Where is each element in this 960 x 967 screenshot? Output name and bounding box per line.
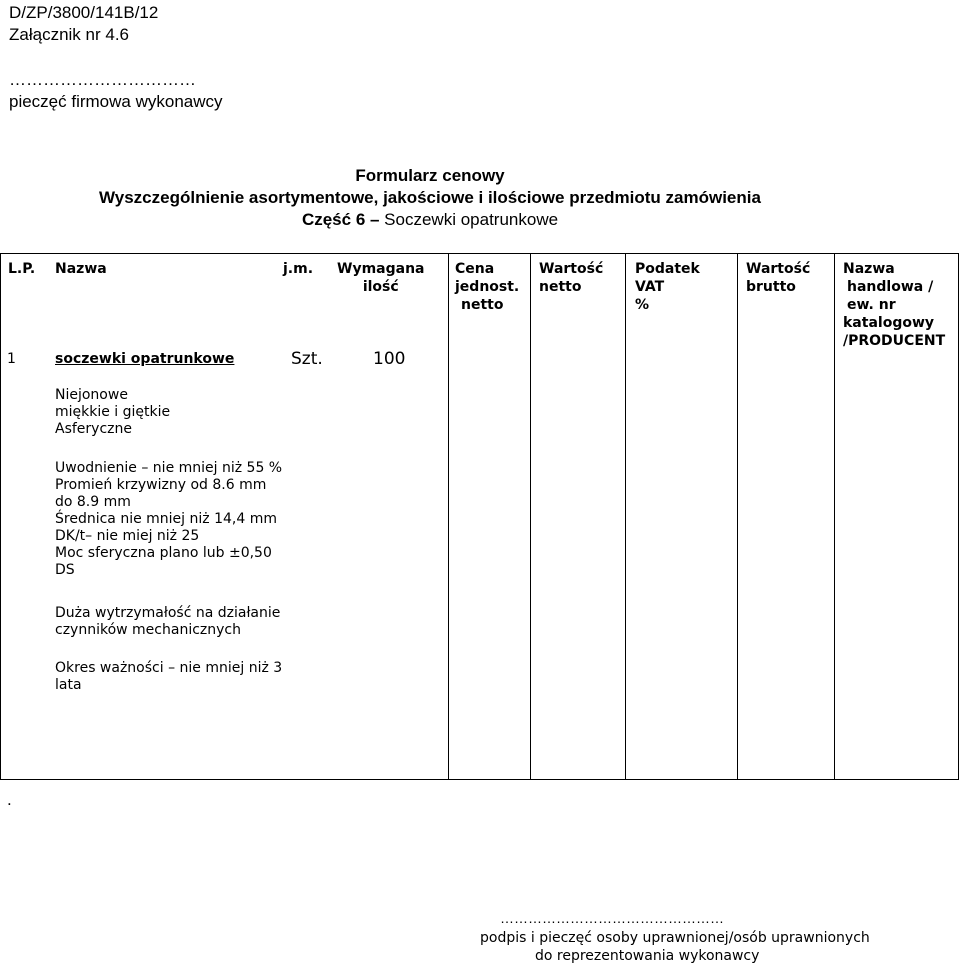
header-wartosc-brutto: Wartość brutto <box>746 261 811 295</box>
spec-expiry: Okres ważności – nie mniej niż 3 lata <box>55 660 283 693</box>
spec-parameters: Uwodnienie – nie mniej niż 55 % Promień krzywizny od 8.6 mm do 8.9 mm Średnica nie mniej niż 14,4 mm DK/t– nie miej niż 25 Moc sferyczna plano lub ±0,50 DS <box>55 460 283 578</box>
table-right-border <box>958 253 959 780</box>
header-nazwa-handlowa-producent: Nazwa handlowa / ew. nr katalogowy /PRODUCENT <box>843 261 946 349</box>
column-divider-wartosc-brutto <box>737 253 738 780</box>
table-bottom-border <box>0 779 959 780</box>
header-wartosc-netto: Wartość netto <box>539 261 604 295</box>
header-wymagana-ilosc: Wymagana ilość <box>337 261 425 295</box>
header-cena-jednost-netto: Cena jednost. netto <box>455 261 520 313</box>
column-divider-cena <box>448 253 449 780</box>
form-title: Formularz cenowy <box>355 166 505 185</box>
stamp-label: pieczęć firmowa wykonawcy <box>9 92 223 111</box>
signature-dots: ………………………………………… <box>500 910 724 926</box>
header-lp: L.P. <box>8 261 36 277</box>
part-title <box>0 210 860 230</box>
table-left-border <box>0 253 1 780</box>
row-product-name: soczewki opatrunkowe <box>55 351 235 367</box>
spec-material: Niejonowe miękkie i giętkie Asferyczne <box>55 387 171 437</box>
form-subtitle: Wyszczególnienie asortymentowe, jakościowe i ilościowe przedmiotu zamówienia <box>99 188 761 207</box>
header-podatek-vat: Podatek VAT % <box>635 261 700 313</box>
header-nazwa: Nazwa <box>55 261 107 277</box>
row-unit: Szt. <box>291 349 323 369</box>
row-lp: 1 <box>7 351 16 367</box>
signature-label-line2: do reprezentowania wykonawcy <box>535 948 760 964</box>
column-divider-producer <box>834 253 835 780</box>
part-number: Część 6 – <box>301 210 380 229</box>
part-name: Soczewki opatrunkowe <box>379 210 559 229</box>
spec-durability: Duża wytrzymałość na działanie czynników mechanicznych <box>55 605 281 638</box>
table-top-border <box>0 253 959 254</box>
header-jm: j.m. <box>283 261 314 277</box>
column-divider-wartosc-netto <box>530 253 531 780</box>
stamp-dots: …………………………… <box>9 70 196 89</box>
annex-label: Załącznik nr 4.6 <box>9 25 129 44</box>
after-table-dot: . <box>7 790 12 809</box>
row-quantity: 100 <box>373 349 406 369</box>
document-reference: D/ZP/3800/141B/12 <box>9 3 159 22</box>
signature-label-line1: podpis i pieczęć osoby uprawnionej/osób uprawnionych <box>480 930 870 946</box>
column-divider-vat <box>625 253 626 780</box>
